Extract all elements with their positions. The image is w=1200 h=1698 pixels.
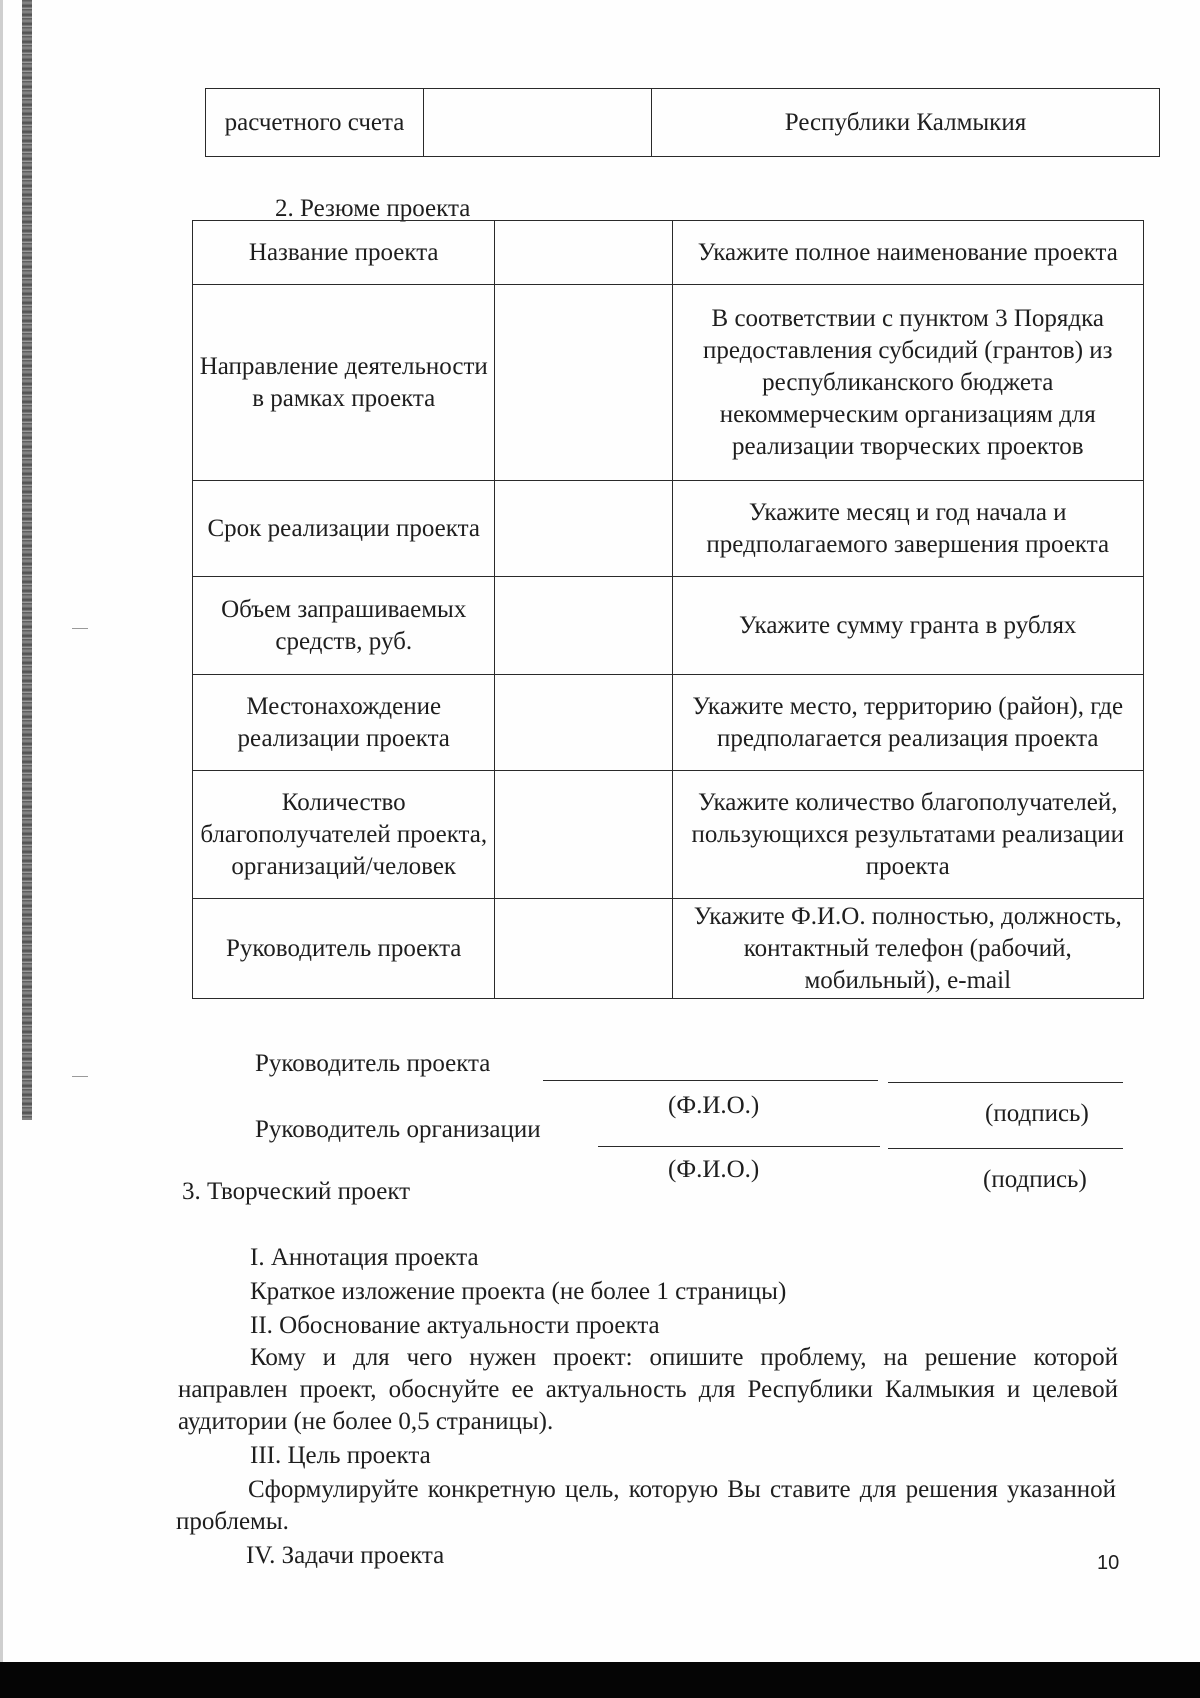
signature-label-org-head: Руководитель организации [255,1116,541,1143]
signature-caption-fio: (Ф.И.О.) [668,1156,760,1183]
table-cell-label: Количество благополучателей проекта, организаций/человек [193,771,495,899]
table-cell-hint: Укажите количество благополучателей, пользующихся результатами реализации проекта [672,771,1144,899]
scan-edge-artifact [22,0,32,1120]
table-cell-value [495,481,672,577]
table-cell-value [495,675,672,771]
table-cell-label: Объем запрашиваемых средств, руб. [193,577,495,675]
signature-line-fio [543,1080,878,1081]
table-row [193,285,1144,481]
section-item-text: Сформулируйте конкретную цель, которую Вы ставите для решения указанной проблемы. [176,1476,1116,1535]
signature-caption-sign: (подпись) [985,1100,1089,1127]
table-row [193,675,1144,771]
section-heading-creative-project: 3. Творческий проект [182,1178,411,1205]
bank-details-table-continuation [205,88,1160,157]
table-row [193,577,1144,675]
table-cell-value [495,221,672,285]
table-cell-value [495,285,672,481]
section-item-title: I. Аннотация проекта [250,1244,479,1271]
section-item-title: II. Обоснование актуальности проекта [250,1312,660,1339]
table-row [193,899,1144,999]
section-item-text: Кому и для чего нужен проект: опишите проблему, на решение которой направлен проект, обоснуйте ее актуальность для Республики Калмыкия и целевой аудитории (не более 0,5 страницы). [178,1344,1118,1435]
table-cell-label: Срок реализации проекта [193,481,495,577]
table-cell-label: Руководитель проекта [193,899,495,999]
table-cell-hint: Укажите Ф.И.О. полностью, должность, контактный телефон (рабочий, мобильный), e-mail [672,899,1144,999]
table-cell-hint: Укажите сумму гранта в рублях [672,577,1144,675]
signature-line-fio [598,1146,880,1147]
table-cell-value [495,899,672,999]
signature-caption-sign: (подпись) [983,1166,1087,1193]
scan-bottom-border [0,1662,1200,1698]
table-cell-value [495,577,672,675]
table-cell-label: Название проекта [193,221,495,285]
table-cell-hint: Укажите месяц и год начала и предполагаемого завершения проекта [672,481,1144,577]
table-row [193,481,1144,577]
project-summary-table [192,220,1144,999]
signature-line-sign [888,1082,1123,1083]
scan-mark [72,628,88,629]
section-item-title: III. Цель проекта [250,1442,431,1469]
table-cell-label: Направление деятельности в рамках проекта [193,285,495,481]
table-cell-hint: Укажите место, территорию (район), где предполагается реализация проекта [672,675,1144,771]
page-number: 10 [1097,1552,1120,1574]
table-row [193,771,1144,899]
table-cell-value [424,89,652,157]
table-cell-hint: Республики Калмыкия [652,89,1160,157]
section-heading-summary: 2. Резюме проекта [275,195,471,222]
table-cell-label: расчетного счета [206,89,424,157]
table-cell-value [495,771,672,899]
table-cell-hint: Укажите полное наименование проекта [672,221,1144,285]
table-cell-label: Местонахождение реализации проекта [193,675,495,771]
section-item-title: IV. Задачи проекта [246,1542,445,1569]
table-cell-hint: В соответствии с пунктом 3 Порядка предоставления субсидий (грантов) из республиканского бюджета некоммерческим организациям для реализации творческих проектов [672,285,1144,481]
table-row [193,221,1144,285]
section-item-text: Краткое изложение проекта (не более 1 страницы) [250,1278,787,1305]
scan-edge-shadow [0,0,3,1698]
table-row [206,89,1160,157]
signature-caption-fio: (Ф.И.О.) [668,1092,760,1119]
scan-mark [72,1076,88,1077]
signature-label-project-head: Руководитель проекта [255,1050,491,1077]
signature-line-sign [888,1148,1123,1149]
